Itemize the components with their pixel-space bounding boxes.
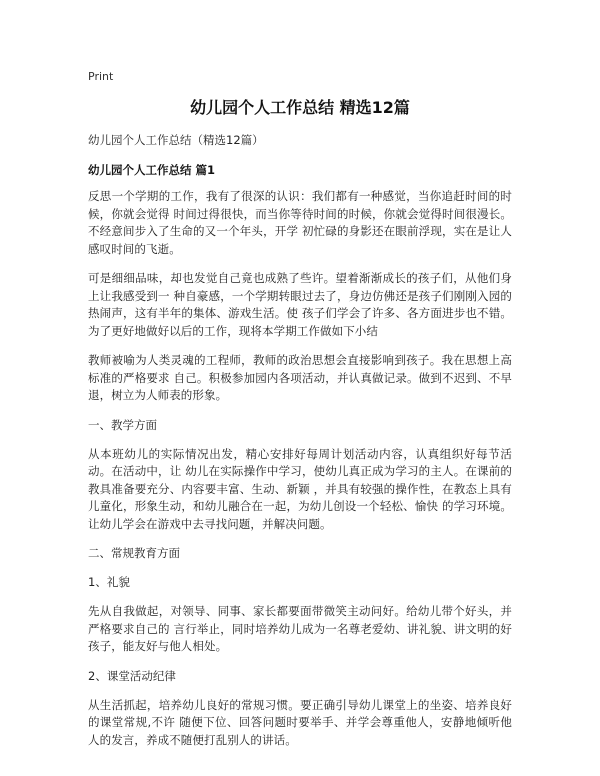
paragraph-growth: 可是细细品味，却也发觉自己竟也成熟了些许。望着渐渐成长的孩子们，从他们身上让我感受到一 种自豪感，一个学期转眼过去了，身边仿佛还是孩子们刚刚入园的热闹声，这有半年的集体、游戏生活。使 孩子们学会了许多、各方面进步也不错。为了更好地做好以后的工作，现将本学期工作做如下小结 <box>88 271 512 338</box>
paragraph-teacher: 教师被喻为人类灵魂的工程师，教师的政治思想会直接影响到孩子。我在思想上高标准的严格要求 自己。积极参加园内各项活动，并认真做记录。做到不迟到、不早退，树立为人师表的形象。 <box>88 353 512 402</box>
heading-routine-education: 二、常规教育方面 <box>88 546 180 560</box>
paragraph-reflection: 反思一个学期的工作，我有了很深的认识：我们都有一种感觉，当你追赶时间的时候，你就会觉得 时间过得很快，而当你等待时间的时候，你就会觉得时间很漫长。不经意间步入了生命的又一个年头，开学 初忙碌的身影还在眼前浮现，实在是让人感叹时间的飞逝。 <box>88 189 512 256</box>
document-subtitle: 幼儿园个人工作总结（精选12篇） <box>88 133 264 147</box>
heading-manners: 1、礼貌 <box>88 575 130 589</box>
print-label[interactable]: Print <box>88 70 114 83</box>
paragraph-discipline: 从生活抓起，培养幼儿良好的常规习惯。要正确引导幼儿课堂上的坐姿、培养良好的课堂常规,不许 随便下位、回答问题时要举手、并学会尊重他人，安静地倾听他人的发言，养成不随便打乱别人的讲话。 <box>88 697 512 747</box>
paragraph-teaching: 从本班幼儿的实际情况出发，精心安排好每周计划活动内容，认真组织好每节活动。在活动中，让 幼儿在实际操作中学习，使幼儿真正成为学习的主人。在课前的教具准备要充分、内容要丰富、生动、新颖 ，并具有较强的操作性，在教态上具有儿童化，形象生动，和幼儿融合在一起，为幼儿创设一个轻松、愉快 的学习环境。让幼儿学会在游戏中去寻找问题，并解决问题。 <box>88 446 512 531</box>
document-title: 幼儿园个人工作总结 精选12篇 <box>190 98 410 117</box>
heading-teaching: 一、教学方面 <box>88 417 157 432</box>
heading-discipline: 2、课堂活动纪律 <box>88 668 176 683</box>
paragraph-manners: 先从自我做起，对领导、同事、家长都要面带微笑主动问好。给幼儿带个好头，并严格要求自己的 言行举止，同时培养幼儿成为一名尊老爱幼、讲礼貌、讲文明的好孩子，能友好与他人相处。 <box>88 604 512 653</box>
section-title: 幼儿园个人工作总结 篇1 <box>88 163 216 177</box>
